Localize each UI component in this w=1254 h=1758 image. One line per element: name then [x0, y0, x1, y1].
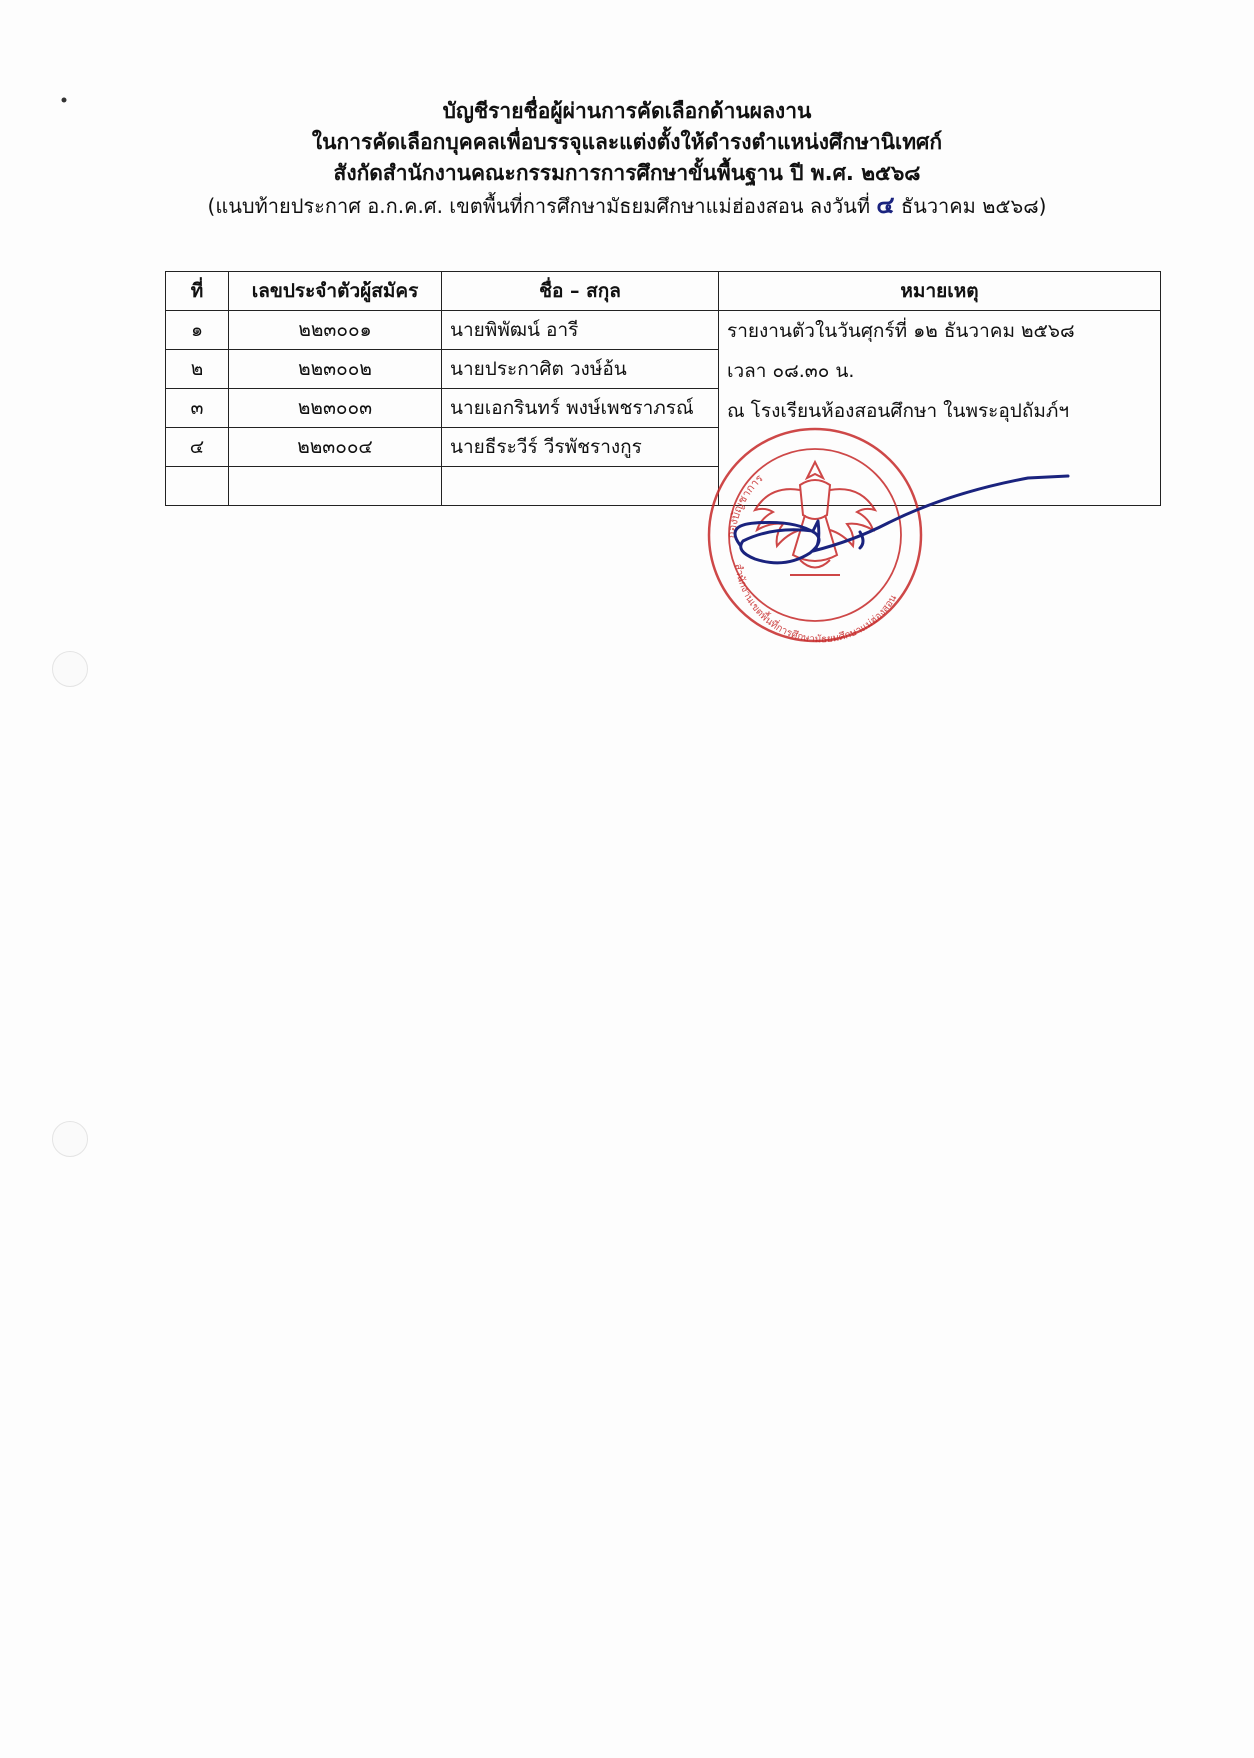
cell-name: นายธีระวีร์ วีรพัชรางกูร [442, 428, 719, 467]
col-header-remark: หมายเหตุ [719, 272, 1161, 311]
attachment-reference [0, 189, 1254, 222]
col-header-no: ที่ [166, 272, 229, 311]
cell-no: ๓ [166, 389, 229, 428]
remark-line-3: ณ โรงเรียนห้องสอนศึกษา ในพระอุปถัมภ์ฯ [727, 400, 1070, 422]
cell-applicant-id-empty [229, 467, 442, 506]
document-header [0, 96, 1254, 222]
attachment-date: ธันวาคม ๒๕๖๘) [900, 194, 1047, 218]
cell-remark [719, 311, 1161, 506]
stamp-arc-text-top: กองบัญชาการ [724, 471, 766, 539]
cell-name: นายพิพัฒน์ อารี [442, 311, 719, 350]
remark-line-2: เวลา ๐๘.๓๐ น. [727, 360, 855, 382]
cell-name: นายประกาศิต วงษ์อ้น [442, 350, 719, 389]
svg-text:สำนักงานเขตพื้นที่การศึกษามัธย [732, 563, 899, 645]
title-line-1: บัญชีรายชื่อผู้ผ่านการคัดเลือกด้านผลงาน [442, 99, 812, 123]
title-line-2: ในการคัดเลือกบุคคลเพื่อบรรจุและแต่งตั้งให้ดำรงตำแหน่งศึกษานิเทศก์ [311, 130, 943, 154]
cell-no: ๑ [166, 311, 229, 350]
cell-no: ๒ [166, 350, 229, 389]
cell-name: นายเอกรินทร์ พงษ์เพชราภรณ์ [442, 389, 719, 428]
cell-no: ๔ [166, 428, 229, 467]
cell-applicant-id: ๒๒๓๐๐๔ [229, 428, 442, 467]
candidate-table [165, 271, 1161, 506]
table-row [166, 311, 1161, 350]
cell-name-empty [442, 467, 719, 506]
col-header-applicant-id: เลขประจำตัวผู้สมัคร [229, 272, 442, 311]
handwritten-day: ๔ [876, 191, 895, 219]
cell-no-empty [166, 467, 229, 506]
punch-hole [52, 1121, 88, 1157]
punch-hole [52, 651, 88, 687]
table-header-row [166, 272, 1161, 311]
attachment-text: (แนบท้ายประกาศ อ.ก.ค.ศ. เขตพื้นที่การศึกษามัธยมศึกษาแม่ฮ่องสอน ลงวันที่ [207, 194, 871, 218]
title-line-3: สังกัดสำนักงานคณะกรรมการการศึกษาขั้นพื้นฐาน ปี พ.ศ. ๒๕๖๘ [333, 161, 921, 185]
cell-applicant-id: ๒๒๓๐๐๓ [229, 389, 442, 428]
col-header-name: ชื่อ – สกุล [442, 272, 719, 311]
cell-applicant-id: ๒๒๓๐๐๒ [229, 350, 442, 389]
cell-applicant-id: ๒๒๓๐๐๑ [229, 311, 442, 350]
remark-line-1: รายงานตัวในวันศุกร์ที่ ๑๒ ธันวาคม ๒๕๖๘ [727, 320, 1075, 342]
stamp-arc-text-bottom: สำนักงานเขตพื้นที่การศึกษามัธยมศึกษาแม่ฮ่องสอน [732, 563, 900, 646]
